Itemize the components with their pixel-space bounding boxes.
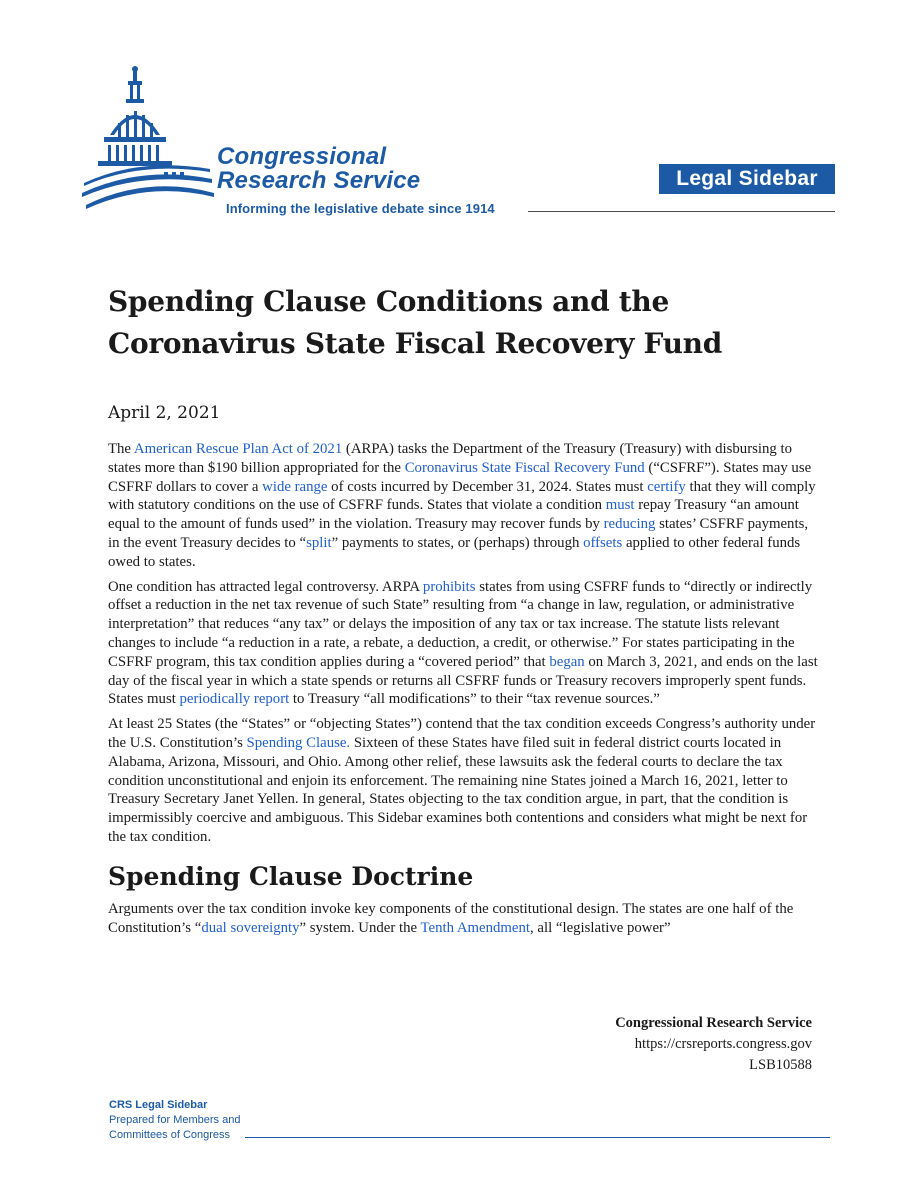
footer-series (109, 1098, 240, 1143)
footer-series-line2: Prepared for Members and (109, 1114, 241, 1126)
footer-series-title: CRS Legal Sidebar (109, 1099, 208, 1111)
section-heading: Spending Clause Doctrine (108, 861, 474, 891)
article-body (108, 440, 822, 943)
link-periodically-report[interactable]: periodically report (179, 691, 290, 708)
page-title: Spending Clause Conditions and the Coronavirus State Fiscal Recovery Fund (108, 285, 723, 360)
publication-date: April 2, 2021 (108, 403, 221, 423)
link-began[interactable]: began (549, 653, 585, 670)
link-spending-clause[interactable]: Spending Clause. (246, 734, 351, 751)
paragraph-3: At least 25 States (the “States” or “objecting States”) contend that the tax condition exceeds Congress’s authority under the U.S. Constitution’s Spending Clause. Sixteen of these States have filed suit in federal district courts located in Alabama, Arizona, Missouri, and Ohio. Among other relief, these lawsuits ask the federal courts to declare the tax condition unconstitutional and enjoin its enforcement. The remaining nine States joined a March 16, 2021, letter to Treasury Secretary Janet Yellen. In general, States objecting to the tax condition argue, in part, that the condition is impermissibly coercive and ambiguous. This Sidebar examines both contentions and considers what might be next for the tax condition. (108, 716, 816, 845)
footer-divider (245, 1137, 830, 1138)
report-id: LSB10588 (749, 1057, 812, 1073)
link-tenth-amendment[interactable]: Tenth Amendment (420, 919, 531, 936)
link-prohibits[interactable]: prohibits (422, 578, 476, 595)
footer-url: https://crsreports.congress.gov (634, 1036, 812, 1052)
link-offsets[interactable]: offsets (583, 534, 623, 551)
crs-logo (80, 65, 540, 225)
link-csfrf[interactable]: Coronavirus State Fiscal Recovery Fund (404, 459, 645, 476)
link-reducing[interactable]: reducing (603, 516, 656, 533)
paragraph-1: The American Rescue Plan Act of 2021 (ARPA) tasks the Department of the Treasury (Treasury) with disbursing to states more than $190 billion appropriated for the Coronavirus State Fiscal Recovery Fund (“CSFRF”). States may use CSFRF dollars to cover a wide range of costs incurred by December 31, 2024. States must certify that they will comply with statutory conditions on the use of CSFRF funds. States that violate a condition must repay Treasury “an amount equal to the amount of funds used” in the violation. Treasury may recover funds by reducing states’ CSFRF payments, in the event Treasury decides to “split” payments to states, or (perhaps) through offsets applied to other federal funds owed to states. (108, 441, 816, 570)
legal-sidebar-badge: Legal Sidebar (659, 164, 835, 194)
capitol-dome-icon (80, 65, 220, 220)
paragraph-4: Arguments over the tax condition invoke key components of the constitutional design. The states are one half of the Constitution’s “dual sovereignty” system. Under the Tenth Amendment, all “legislative power” (108, 900, 794, 936)
link-certify[interactable]: certify (647, 478, 686, 495)
header-divider (528, 211, 835, 212)
footer-info (615, 1013, 812, 1076)
link-dual-sovereignty[interactable]: dual sovereignty (201, 919, 300, 936)
link-must[interactable]: must (605, 497, 635, 514)
paragraph-2: One condition has attracted legal controversy. ARPA prohibits states from using CSFRF funds to “directly or indirectly offset a reduction in the net tax revenue of such State” resulting from “a change in law, regulation, or administrative interpretation” that reduces “any tax” or delays the imposition of any tax or tax increase. The statute lists relevant changes to include “a reduction in a rate, a rebate, a deduction, a credit, or otherwise.” For states participating in the CSFRF program, this tax condition applies during a “covered period” that began on March 3, 2021, and ends on the last day of the fiscal year in which a state spends or returns all CSFRF funds or Treasury recovers improperly spent funds. States must periodically report to Treasury “all modifications” to their “tax revenue sources.” (108, 578, 818, 708)
link-wide-range[interactable]: wide range (262, 478, 328, 495)
link-american-rescue-plan[interactable]: American Rescue Plan Act of 2021 (133, 441, 343, 457)
tagline: Informing the legislative debate since 1914 (226, 201, 495, 216)
organization-name-line1: Congressional (217, 143, 387, 170)
organization-name (217, 145, 420, 193)
link-split[interactable]: split (306, 534, 332, 551)
organization-name-line2: Research Service (217, 167, 421, 194)
footer-series-line3: Committees of Congress (109, 1129, 231, 1141)
footer-organization: Congressional Research Service (615, 1015, 812, 1031)
